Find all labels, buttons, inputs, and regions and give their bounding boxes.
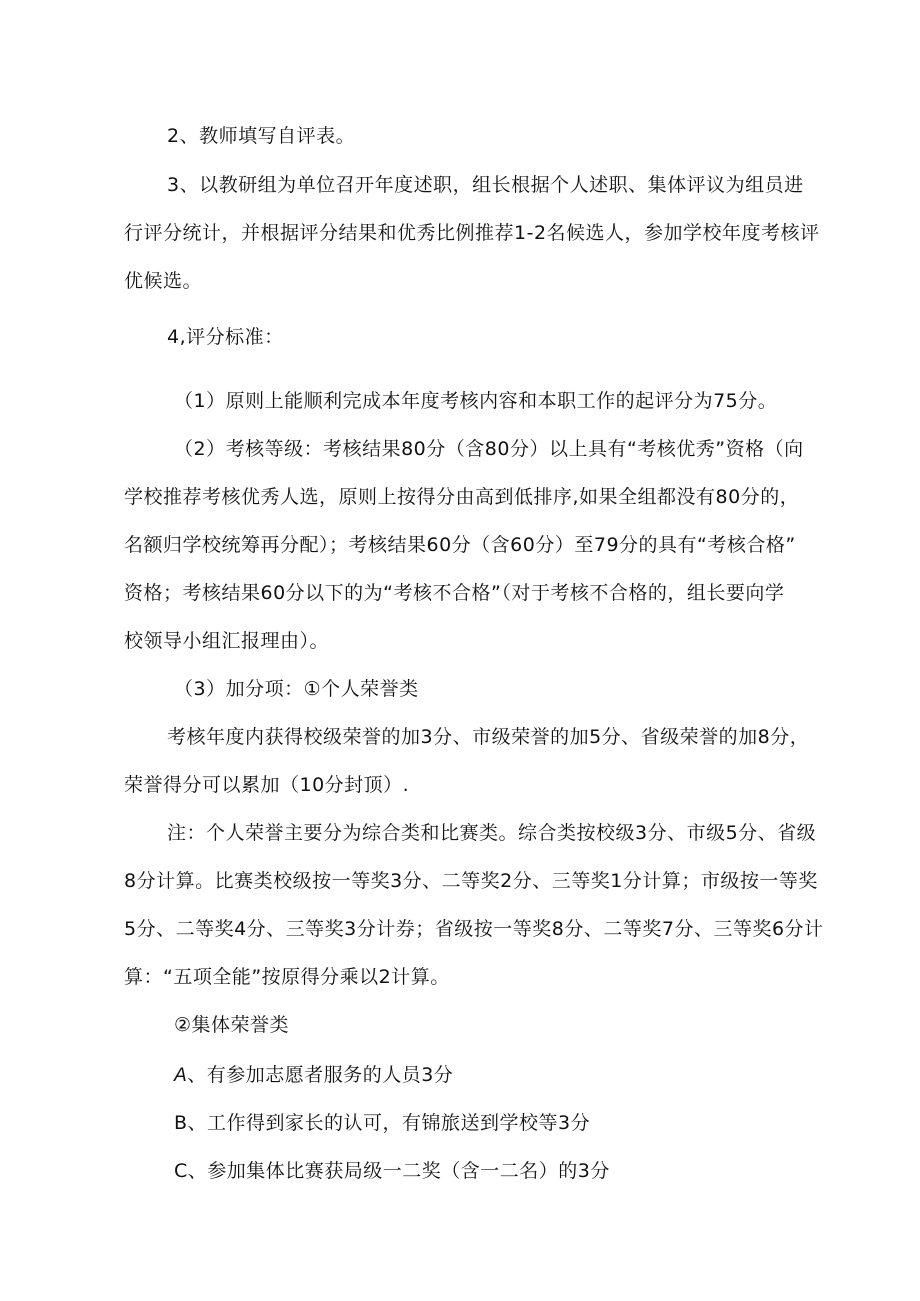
paragraph-step-3-line-2: 行评分统计，并根据评分结果和优秀比例推荐1-2名候选人，参加学校年度考核评 bbox=[124, 222, 820, 244]
criterion-2-line-5: 校领导小组汇报理由）。 bbox=[124, 630, 330, 652]
collective-honor-heading: ②集体荣誉类 bbox=[174, 1014, 290, 1036]
criterion-1: （1）原则上能顺利完成本年度考核内容和本职工作的起评分为75分。 bbox=[174, 390, 778, 412]
criterion-3-heading: （3）加分项：①个人荣誉类 bbox=[174, 678, 419, 700]
paragraph-step-3-line-3: 优候选。 bbox=[124, 270, 203, 292]
criterion-2-line-2: 学校推荐考核优秀人选，原则上按得分由高到低排序,如果全组都没有80分的， bbox=[124, 486, 800, 508]
note-paragraph-line-2: 8分计算。比赛类校级按一等奖3分、二等奖2分、三等奖1分计算；市级按一等奖 bbox=[124, 870, 818, 892]
collective-honor-item-c: C、参加集体比赛获局级一二奖（含一二名）的3分 bbox=[174, 1160, 610, 1182]
note-paragraph-line-1: 注：个人荣誉主要分为综合类和比赛类。综合类按校级3分、市级5分、省级 bbox=[167, 822, 817, 844]
paragraph-step-2: 2、教师填写自评表。 bbox=[167, 125, 356, 147]
note-paragraph-line-3: 5分、二等奖4分、三等奖3分计券；省级按一等奖8分、二等奖7分、三等奖6分计 bbox=[124, 918, 824, 940]
collective-honor-item-a bbox=[174, 1063, 453, 1088]
section-heading-scoring-criteria: 4,评分标准： bbox=[167, 326, 284, 348]
personal-honor-paragraph-line-2: 荣誉得分可以累加（10分封顶）. bbox=[124, 774, 410, 796]
item-a-letter: A bbox=[174, 1065, 188, 1086]
personal-honor-paragraph-line-1: 考核年度内获得校级荣誉的加3分、市级荣誉的加5分、省级荣誉的加8分， bbox=[167, 726, 810, 748]
item-a-text: 、有参加志愿者服务的人员3分 bbox=[187, 1064, 454, 1086]
paragraph-step-3-line-1: 3、以教研组为单位召开年度述职，组长根据个人述职、集体评议为组员进 bbox=[167, 174, 804, 196]
criterion-2-line-3: 名额归学校统筹再分配）；考核结果60分（含60分）至79分的具有“考核合格” bbox=[124, 534, 796, 556]
criterion-2-line-4: 资格；考核结果60分以下的为“考核不合格”（对于考核不合格的，组长要向学 bbox=[124, 582, 785, 604]
criterion-2-line-1: （2）考核等级：考核结果80分（含80分）以上具有“考核优秀”资格（向 bbox=[174, 438, 804, 460]
note-paragraph-line-4: 算：“五项全能”按原得分乘以2计算。 bbox=[124, 966, 450, 988]
collective-honor-item-b: B、工作得到家长的认可，有锦旅送到学校等3分 bbox=[174, 1112, 591, 1134]
